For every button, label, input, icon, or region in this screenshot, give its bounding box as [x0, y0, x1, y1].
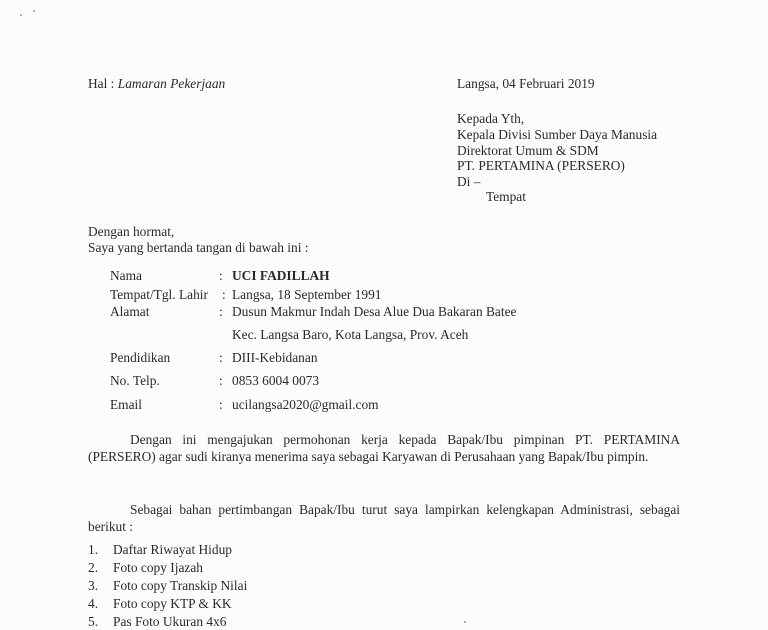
phone-label: No. Telp.: [110, 373, 160, 388]
attachment-item: Pas Foto Ukuran 4x6: [113, 614, 227, 629]
attachment-item: Daftar Riwayat Hidup: [113, 542, 232, 557]
subject-line: [88, 76, 225, 92]
intro-sentence: Saya yang bertanda tangan di bawah ini :: [88, 240, 309, 255]
recipient-line-5: Di –: [457, 174, 481, 189]
body-paragraph-1-text: Dengan ini mengajukan permohonan kerja kepada Bapak/Ibu pimpinan PT. PERTAMINA (PERSERO) agar sudi kiranya menerima saya sebagai Karyawan di Perusahaan yang Bapak/Ibu pimpin.: [88, 432, 680, 464]
recipient-line-4: PT. PERTAMINA (PERSERO): [457, 158, 625, 173]
scan-speck: [20, 14, 22, 16]
birth-label: Tempat/Tgl. Lahir: [110, 287, 208, 302]
attachment-number: 3.: [88, 578, 99, 593]
birth-separator: :: [222, 287, 226, 302]
phone-separator: :: [219, 373, 223, 388]
name-value: UCI FADILLAH: [232, 268, 330, 283]
birth-value: Langsa, 18 September 1991: [232, 287, 382, 302]
address-label: Alamat: [110, 304, 150, 319]
greeting: Dengan hormat,: [88, 224, 175, 239]
body-paragraph-1: [88, 431, 680, 465]
attachment-number: 5.: [88, 614, 99, 629]
address-separator: :: [219, 304, 223, 319]
email-label: Email: [110, 397, 142, 412]
attachment-item: Foto copy Transkip Nilai: [113, 578, 248, 593]
education-value: DIII-Kebidanan: [232, 350, 318, 365]
body-paragraph-2-text: Sebagai bahan pertimbangan Bapak/Ibu turut saya lampirkan kelengkapan Administrasi, sebagai berikut :: [88, 502, 680, 534]
email-separator: :: [219, 397, 223, 412]
place-date: Langsa, 04 Februari 2019: [457, 76, 595, 91]
recipient-line-3: Direktorat Umum & SDM: [457, 143, 599, 158]
attachment-number: 1.: [88, 542, 99, 557]
attachment-item: Foto copy KTP & KK: [113, 596, 232, 611]
recipient-line-6: Tempat: [486, 189, 526, 204]
recipient-line-2: Kepala Divisi Sumber Daya Manusia: [457, 127, 658, 142]
subject-value: Lamaran Pekerjaan: [117, 76, 226, 91]
phone-value: 0853 6004 0073: [232, 373, 320, 388]
recipient-line-1: Kepada Yth,: [457, 111, 525, 126]
address-line-1: Dusun Makmur Indah Desa Alue Dua Bakaran Batee: [232, 304, 517, 319]
attachment-item: Foto copy Ijazah: [113, 560, 203, 575]
name-label: Nama: [110, 268, 142, 283]
attachment-number: 4.: [88, 596, 99, 611]
name-separator: :: [219, 268, 223, 283]
email-value: ucilangsa2020@gmail.com: [232, 397, 379, 412]
address-line-2: Kec. Langsa Baro, Kota Langsa, Prov. Aceh: [232, 327, 469, 342]
scan-speck: [464, 621, 466, 623]
education-label: Pendidikan: [110, 350, 171, 365]
subject-label: Hal :: [88, 76, 115, 91]
attachment-number: 2.: [88, 560, 99, 575]
body-paragraph-2: [88, 501, 680, 535]
education-separator: :: [219, 350, 223, 365]
scan-speck: [33, 10, 35, 12]
